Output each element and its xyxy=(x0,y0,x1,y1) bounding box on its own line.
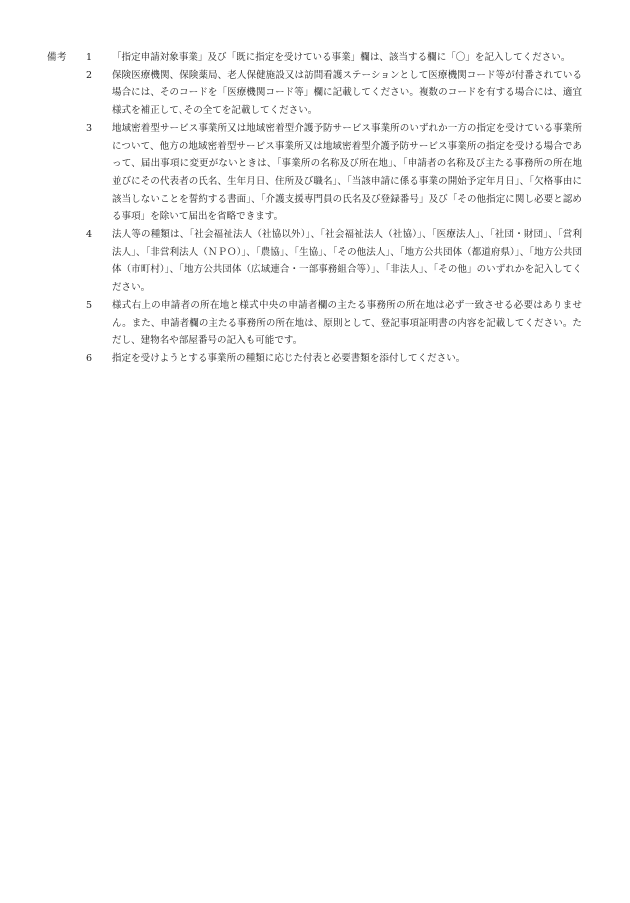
note-number: 3 xyxy=(86,122,93,134)
note-text: 様式右上の申請者の所在地と様式中央の申請者欄の主たる事務所の所在地は必ず一致させる必要はありません。また、申請者欄の主たる事務所の所在地は、原則として、登記事項証明書の内容を記載してください。ただし、建物名や部屋番号の記入も可能です。 xyxy=(112,299,582,347)
note-number: 6 xyxy=(86,352,93,364)
note-number: 4 xyxy=(86,229,93,241)
note-text: 指定を受けようとする事業所の種類に応じた付表と必要書類を添付してください。 xyxy=(112,352,466,364)
note-item-3 xyxy=(86,120,582,226)
note-item-4 xyxy=(86,226,582,297)
note-text: 「指定申請対象事業」及び「既に指定を受けている事業」欄は、該当する欄に「〇」を記入してください。 xyxy=(112,52,571,63)
note-text: 保険医療機関、保険薬局、老人保健施設又は訪問看護ステーションとして医療機関コード等が付番されている場合には、そのコードを「医療機関コード等」欄に記載してください。複数のコードを有する場合には、適宜様式を補正して､その全てを記載してください。 xyxy=(112,69,582,117)
note-text: 地域密着型サービス事業所又は地域密着型介護予防サービス事業所のいずれか一方の指定を受けている事業所について、他方の地域密着型サービス事業所又は地域密着型介護予防サービス事業所の指定を受ける場合であって、届出事項に変更がないときは、「事業所の名称及び所在地」、「申請者の名称及び主たる事務所の所在地並びにその代表者の氏名、生年月日、住所及び職名」、「当該申請に係る事業の開始予定年月日」、「欠格事由に該当しないことを誓約する書面」、「介護支援専門員の氏名及び登録番号」及び「その他指定に関し必要と認める事項」を除いて届出を省略できます。 xyxy=(112,122,582,223)
note-number: 2 xyxy=(86,69,93,81)
note-text: 法人等の種類は、「社会福祉法人（社協以外）」、「社会福祉法人（社協）」、「医療法人」、「社団・財団」、「営利法人」、「非営利法人（ＮＰＯ）」、「農協」、「生協」、「その他法人」、「地方公共団体（都道府県）」、「地方公共団体（市町村）」、「地方公共団体（広域連合・一部事務組合等）」、「非法人」、「その他」のいずれかを記入してください。 xyxy=(112,229,582,294)
note-item-2 xyxy=(86,67,582,120)
note-item-1 xyxy=(86,49,582,67)
notes-list xyxy=(86,49,582,368)
note-number: 1 xyxy=(86,52,93,63)
note-item-6 xyxy=(86,350,582,368)
notes-label: 備考 xyxy=(47,52,68,63)
note-number: 5 xyxy=(86,299,93,311)
note-item-5 xyxy=(86,297,582,350)
